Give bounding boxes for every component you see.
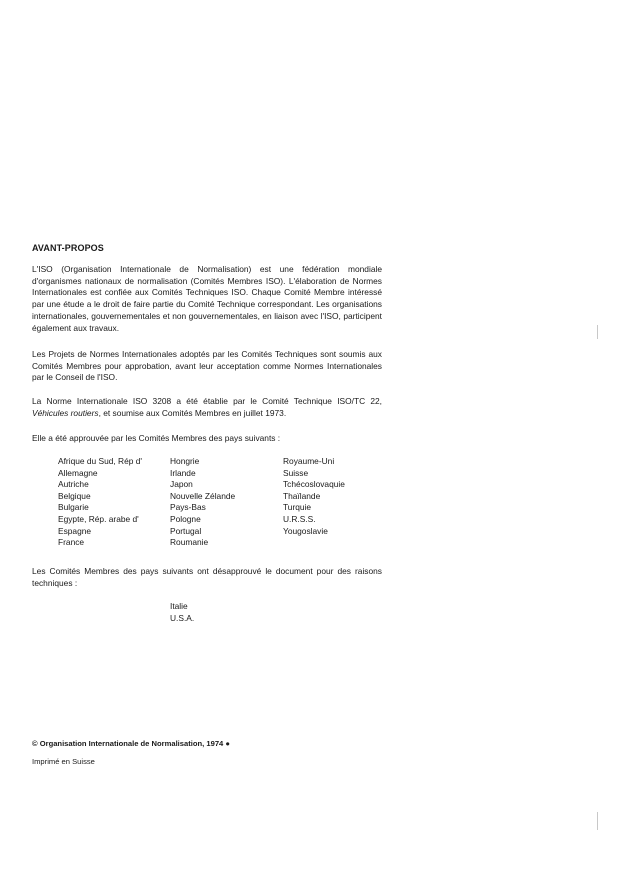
printed-in-notice: Imprimé en Suisse — [32, 757, 95, 766]
country-item: Nouvelle Zélande — [170, 490, 236, 501]
page-heading: AVANT-PROPOS — [32, 243, 104, 253]
country-item: Bulgarie — [58, 502, 89, 513]
country-item: Allemagne — [58, 467, 98, 478]
disapproving-countries — [170, 600, 194, 624]
country-item: Belgique — [58, 490, 91, 501]
country-item: Tchécoslovaquie — [283, 479, 345, 490]
country-item: France — [58, 537, 85, 548]
approving-countries-column-1 — [58, 456, 142, 549]
committee-name: Véhicules routiers — [32, 407, 99, 418]
country-item: Japon — [170, 479, 193, 490]
copyright-notice: © Organisation Internationale de Normalisation, 1974 ● — [32, 739, 230, 748]
scan-mark — [597, 325, 598, 339]
country-item: Italie — [170, 601, 188, 611]
paragraph-disapproval: Les Comités Membres des pays suivants ont désapprouvé le document pour des raisons techniques : — [32, 566, 382, 588]
scan-mark — [597, 812, 598, 830]
paragraph-approval: Elle a été approuvée par les Comités Membres des pays suivants : — [32, 433, 281, 443]
country-item: Yougoslavie — [283, 525, 328, 536]
country-item: Turquie — [283, 502, 312, 513]
approving-countries-column-3 — [283, 456, 345, 537]
country-item: Roumanie — [170, 537, 209, 548]
country-item: Irlande — [170, 467, 196, 478]
country-item: Hongrie — [170, 456, 200, 466]
country-item: Pologne — [170, 513, 201, 524]
country-item: Autriche — [58, 479, 89, 490]
paragraph-standard-origin-end: , et soumise aux Comités Membres en juillet 1973. — [98, 407, 287, 418]
country-item: Thaïlande — [283, 490, 321, 501]
paragraph-standard-origin-start: La Norme Internationale ISO 3208 a été établie par le Comité Technique ISO/TC 22, — [32, 396, 382, 406]
paragraph-drafts: Les Projets de Normes Internationales adoptés par les Comités Techniques sont soumis aux Comités Membres pour approbation, avant leur acceptation comme Normes Internationales par le Conseil de l'ISO. — [32, 349, 382, 383]
country-item: Afrique du Sud, Rép d' — [58, 456, 143, 466]
country-item: U.S.A. — [170, 613, 195, 623]
paragraph-iso-intro: L'ISO (Organisation Internationale de Normalisation) est une fédération mondiale d'organismes nationaux de normalisation (Comités Membres ISO). L'élaboration de Normes Internationales est confiée aux Comités Techniques ISO. Chaque Comité Membre intéressé par une étude a le droit de faire partie du Comité Technique correspondant. Les organisations internationales, gouvernementales et non gouvernementales, en liaison avec l'ISO, participent également aux travaux. — [32, 264, 382, 333]
paragraph-standard-origin — [32, 396, 382, 419]
country-item: Suisse — [283, 467, 309, 478]
country-item: Pays-Bas — [170, 502, 206, 513]
country-item: Espagne — [58, 525, 92, 536]
country-item: U.R.S.S. — [283, 513, 316, 524]
country-item: Royaume-Uni — [283, 456, 335, 466]
country-item: Portugal — [170, 525, 202, 536]
country-item: Egypte, Rép. arabe d' — [58, 513, 139, 524]
approving-countries-column-2 — [170, 456, 235, 549]
